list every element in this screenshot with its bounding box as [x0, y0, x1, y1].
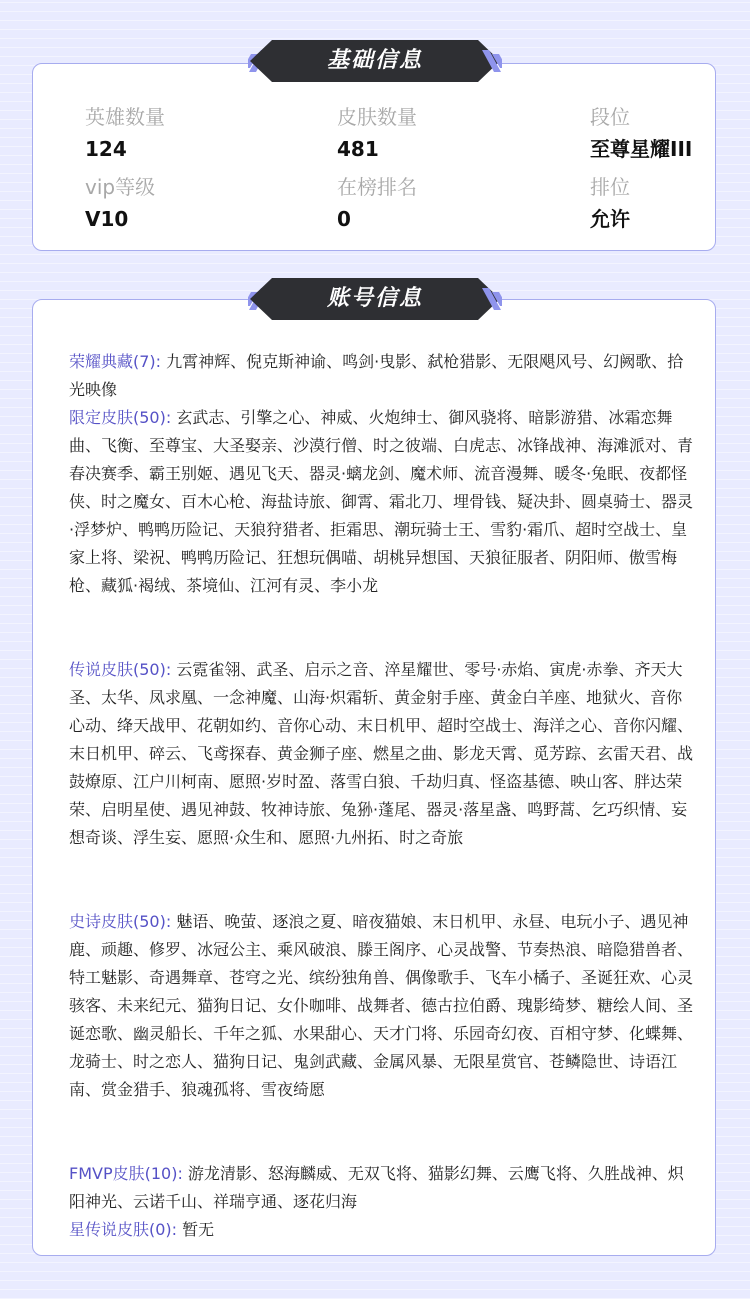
- stat-value: 481: [337, 137, 379, 161]
- section-label: 史诗皮肤(50):: [69, 912, 172, 931]
- stat-rank-tier: [590, 103, 692, 163]
- stat-label: vip等级: [85, 175, 156, 199]
- stat-label: 排位: [590, 175, 630, 199]
- stat-ranked-allowed: [590, 173, 630, 233]
- section-items: 暂无: [177, 1220, 215, 1239]
- stat-label: 皮肤数量: [337, 105, 417, 129]
- stat-vip-level: [85, 173, 155, 233]
- section-epic-skins: [69, 908, 693, 1104]
- stat-hero-count: [85, 103, 165, 163]
- section-label: 传说皮肤(50):: [69, 660, 172, 679]
- section-items: 九霄神辉、倪克斯神谕、鸣剑·曳影、弑枪猎影、无限飓风号、幻阙歌、拾光映像: [69, 352, 684, 399]
- section-star-legend-skins: [69, 1216, 693, 1244]
- basic-info-title: 基础信息: [326, 48, 423, 73]
- section-glory-collection: [69, 348, 693, 404]
- basic-info-card: [32, 63, 716, 251]
- stat-value: 允许: [590, 207, 630, 231]
- stat-skin-count: [337, 103, 417, 163]
- section-items: 游龙清影、怒海麟威、无双飞将、猫影幻舞、云鹰飞将、久胜战神、炽阳神光、云诺千山、祥瑞亨通、逐花归海: [69, 1164, 684, 1211]
- section-label: 限定皮肤(50):: [69, 408, 172, 427]
- stat-value: 0: [337, 207, 351, 231]
- account-info-header: [248, 276, 502, 322]
- stat-value: 124: [85, 137, 127, 161]
- section-fmvp-skins: [69, 1160, 693, 1216]
- section-label: 荣耀典藏(7):: [69, 352, 162, 371]
- section-limited-skins: [69, 404, 693, 600]
- stat-value: V10: [85, 207, 129, 231]
- basic-info-header: [248, 38, 502, 84]
- account-info-card: [32, 299, 716, 1256]
- stat-label: 在榜排名: [337, 175, 417, 199]
- section-items: 云霓雀翎、武圣、启示之音、淬星耀世、零号·赤焰、寅虎·赤拳、齐天大圣、太华、凤求凰、一念神魔、山海·炽霜斩、黄金射手座、黄金白羊座、地狱火、音你心动、绛天战甲、花朝如约、音你心动、末日机甲、超时空战士、海洋之心、音你闪耀、末日机甲、碎云、飞鸢探春、黄金狮子座、燃星之曲、影龙天霄、觅芳踪、玄雷天君、战鼓燎原、江户川柯南、愿照·岁时盈、落雪白狼、千劫归真、怪盗基德、映山客、胖达荣荣、启明星使、遇见神鼓、牧神诗旅、兔狲·蓬尾、器灵·落星盏、鸣野蒿、乞巧织情、妄想奇谈、浮生妄、愿照·众生和、愿照·九州拓、时之奇旅: [69, 660, 694, 847]
- stat-value: 至尊星耀III: [590, 137, 693, 161]
- stat-label: 英雄数量: [85, 105, 165, 129]
- stat-leaderboard-rank: [337, 173, 417, 233]
- section-label: FMVP皮肤(10):: [69, 1164, 183, 1183]
- section-label: 星传说皮肤(0):: [69, 1220, 178, 1239]
- section-items: 玄武志、引擎之心、神威、火炮绅士、御风骁将、暗影游猎、冰霜恋舞曲、飞衡、至尊宝、大圣娶亲、沙漠行僧、时之彼端、白虎志、冰锋战神、海滩派对、青春决赛季、霸王别姬、遇见飞天、器灵·螭龙剑、魔术师、流音漫舞、暖冬·兔眠、夜都怪侠、时之魔女、百木心枪、海盐诗旅、御霄、霜北刀、埋骨钱、疑决卦、圆桌骑士、器灵·浮梦炉、鸭鸭历险记、天狼狩猎者、拒霜思、潮玩骑士王、雪豹·霜爪、超时空战士、皇家上将、梁祝、鸭鸭历险记、狂想玩偶喵、胡桃异想国、天狼征服者、阴阳师、傲雪梅枪、藏狐·褐绒、茶境仙、江河有灵、李小龙: [69, 408, 694, 595]
- section-items: 魅语、晚萤、逐浪之夏、暗夜猫娘、末日机甲、永昼、电玩小子、遇见神鹿、顽趣、修罗、冰冠公主、乘风破浪、滕王阁序、心灵战警、节奏热浪、暗隐猎兽者、特工魅影、奇遇舞章、苍穹之光、缤纷独角兽、偶像歌手、飞车小橘子、圣诞狂欢、心灵骇客、未来纪元、猫狗日记、女仆咖啡、战舞者、德古拉伯爵、瑰影绮梦、糖绘人间、圣诞恋歌、幽灵船长、千年之狐、水果甜心、天才门将、乐园奇幻夜、百相守梦、化蝶舞、龙骑士、时之恋人、猫狗日记、鬼剑武藏、金属风暴、无限星赏官、苍鳞隐世、诗语江南、赏金猎手、狼魂孤将、雪夜绮愿: [69, 912, 694, 1099]
- account-info-title: 账号信息: [326, 286, 423, 311]
- section-legendary-skins: [69, 656, 693, 852]
- stat-label: 段位: [590, 105, 630, 129]
